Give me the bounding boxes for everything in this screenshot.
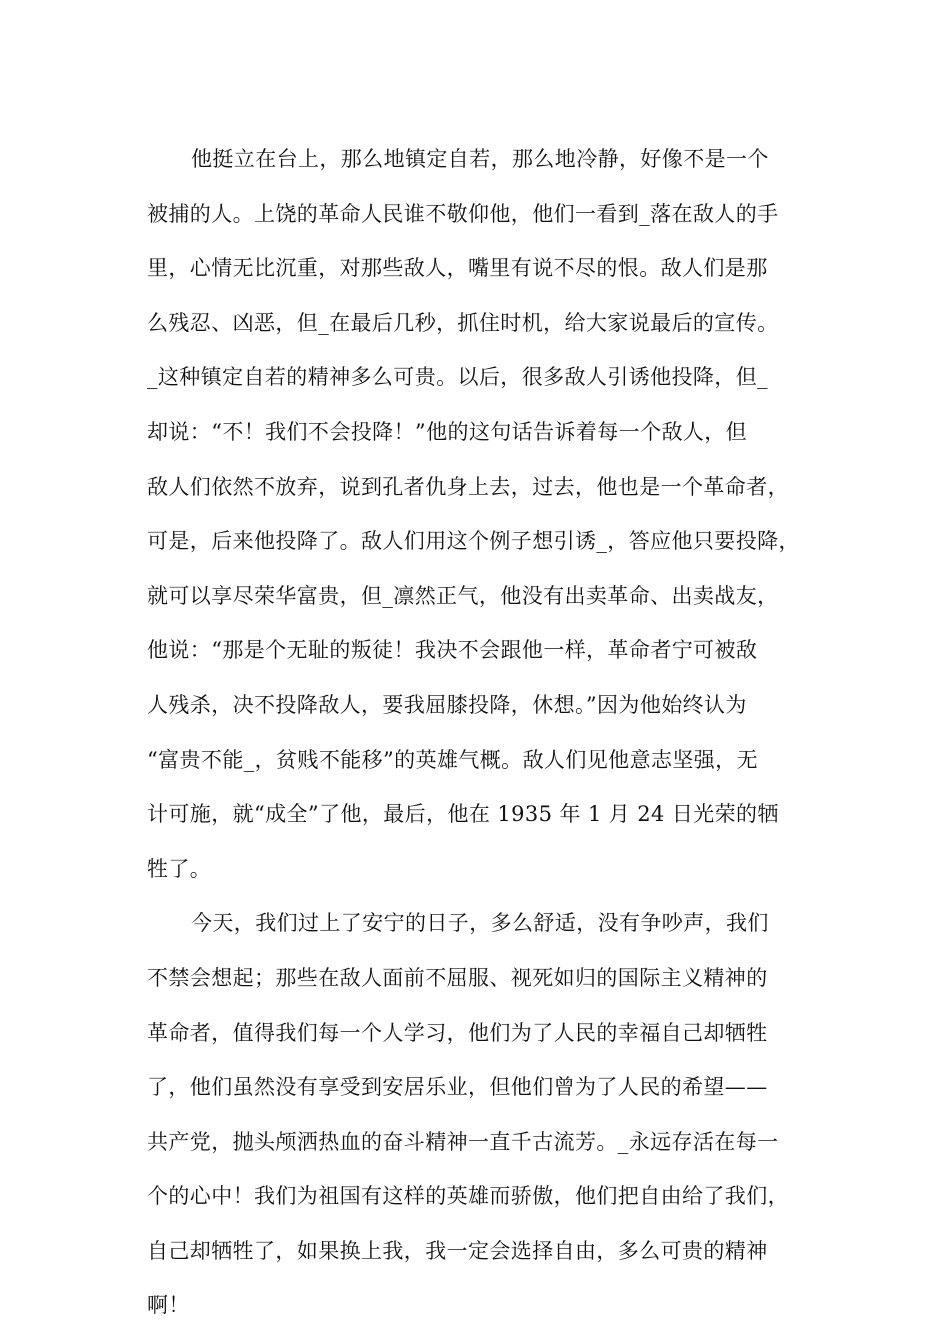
text-line: 敌人们依然不放弃，说到孔者仇身上去，过去，他也是一个革命者，	[147, 474, 789, 499]
text-line: 么残忍、凶恶，但_在最后几秒，抓住时机，给大家说最后的宣传。	[147, 310, 779, 335]
text-line: 啊！	[147, 1293, 190, 1318]
document-body	[147, 132, 827, 1333]
text-line: 牲了。	[147, 856, 212, 881]
text-line: 人残杀，决不投降敌人，要我屈膝投降，休想。”因为他始终认为	[147, 692, 747, 717]
text-line: _这种镇定自若的精神多么可贵。以后，很多敌人引诱他投降，但_	[147, 365, 768, 390]
text-line: 自己却牺牲了，如果换上我，我一定会选择自由，多么可贵的精神	[147, 1238, 768, 1263]
text-line: 共产党，抛头颅洒热血的奋斗精神一直千古流芳。_永远存活在每一	[147, 1129, 779, 1154]
text-line: 了，他们虽然没有享受到安居乐业，但他们曾为了人民的希望——	[147, 1075, 768, 1100]
text-line: 他说：“那是个无耻的叛徒！我决不会跟他一样，革命者宁可被敌	[147, 638, 758, 663]
text-line: 被捕的人。上饶的革命人民谁不敬仰他，他们一看到_落在敌人的手	[147, 201, 779, 226]
paragraph	[147, 896, 827, 1333]
text-line: 计可施，就“成全”了他，最后，他在 1935 年 1 月 24 日光荣的牺	[147, 802, 779, 827]
text-line: 革命者，值得我们每一个人学习，他们为了人民的幸福自己却牺牲	[147, 1020, 768, 1045]
paragraph	[147, 132, 827, 896]
text-line: 却说：“不！我们不会投降！”他的这句话告诉着每一个敌人，但	[147, 419, 748, 444]
text-line: 就可以享尽荣华富贵，但_凛然正气，他没有出卖革命、出卖战友，	[147, 583, 779, 608]
text-line: 可是，后来他投降了。敌人们用这个例子想引诱_，答应他只要投降，	[147, 529, 800, 554]
text-line: 今天，我们过上了安宁的日子，多么舒适，没有争吵声，我们	[191, 911, 769, 936]
text-line: 不禁会想起；那些在敌人面前不屈服、视死如归的国际主义精神的	[147, 965, 768, 990]
text-line: 个的心中！我们为祖国有这样的英雄而骄傲，他们把自由给了我们，	[147, 1184, 789, 1209]
text-line: 他挺立在台上，那么地镇定自若，那么地冷静，好像不是一个	[191, 147, 769, 171]
text-line: “富贵不能_，贫贱不能移”的英雄气概。敌人们见他意志坚强，无	[147, 747, 758, 772]
text-line: 里，心情无比沉重，对那些敌人，嘴里有说不尽的恨。敌人们是那	[147, 256, 768, 281]
